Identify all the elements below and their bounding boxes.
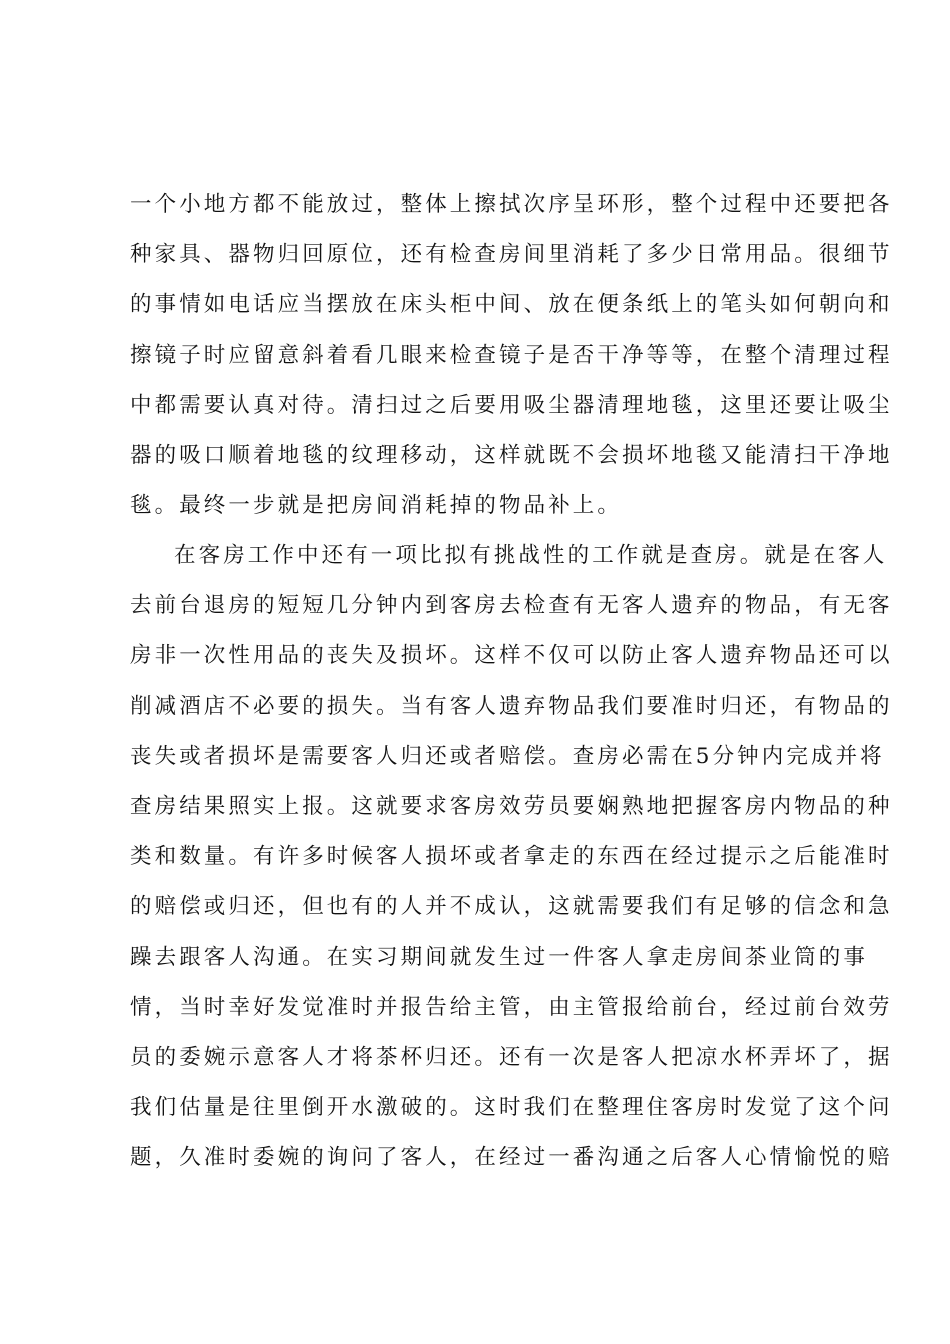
text-line: 查房结果照实上报。这就要求客房效劳员要娴熟地把握客房内物品的种 (130, 793, 893, 819)
text-line: 去前台退房的短短几分钟内到客房去检查有无客人遗弃的物品，有无客 (130, 593, 893, 619)
text-line-content: 在客房工作中还有一项比拟有挑战性的工作就是查房。就是在客人 (174, 543, 888, 568)
text-line: 中都需要认真对待。清扫过之后要用吸尘器清理地毯，这里还要让吸尘 (130, 392, 893, 418)
paragraph-1 (130, 180, 893, 531)
text-line: 毯。最终一步就是把房间消耗掉的物品补上。 (130, 493, 623, 519)
text-line: 房非一次性用品的丧失及损坏。这样不仅可以防止客人遗弃物品还可以 (130, 643, 893, 669)
text-line: 的事情如电话应当摆放在床头柜中间、放在便条纸上的笔头如何朝向和 (130, 292, 893, 318)
text-line: 削减酒店不必要的损失。当有客人遗弃物品我们要准时归还，有物品的 (130, 693, 893, 719)
paragraph-2 (130, 531, 893, 1183)
text-line: 的赔偿或归还，但也有的人并不成认，这就需要我们有足够的信念和急 (130, 894, 893, 920)
text-line: 器的吸口顺着地毯的纹理移动，这样就既不会损坏地毯又能清扫干净地 (130, 442, 893, 468)
text-line: 情，当时幸好发觉准时并报告给主管，由主管报给前台，经过前台效劳 (130, 994, 893, 1020)
text-line: 躁去跟客人沟通。在实习期间就发生过一件客人拿走房间茶业筒的事 (130, 944, 869, 970)
text-line: 丧失或者损坏是需要客人归还或者赔偿。查房必需在5分钟内完成并将 (130, 743, 885, 769)
text-line: 种家具、器物归回原位，还有检查房间里消耗了多少日常用品。很细节 (130, 242, 893, 268)
text-line: 擦镜子时应留意斜着看几眼来检查镜子是否干净等等，在整个清理过程 (130, 342, 893, 368)
text-line: 类和数量。有许多时候客人损坏或者拿走的东西在经过提示之后能准时 (130, 844, 893, 870)
text-line: 我们估量是往里倒开水激破的。这时我们在整理住客房时发觉了这个问 (130, 1095, 893, 1121)
text-line: 一个小地方都不能放过，整体上擦拭次序呈环形，整个过程中还要把各 (130, 192, 893, 217)
text-line: 题，久准时委婉的询问了客人，在经过一番沟通之后客人心情愉悦的赔 (130, 1145, 893, 1171)
text-line: 员的委婉示意客人才将茶杯归还。还有一次是客人把凉水杯弄坏了，据 (130, 1044, 893, 1070)
text-line-indented (130, 531, 888, 581)
